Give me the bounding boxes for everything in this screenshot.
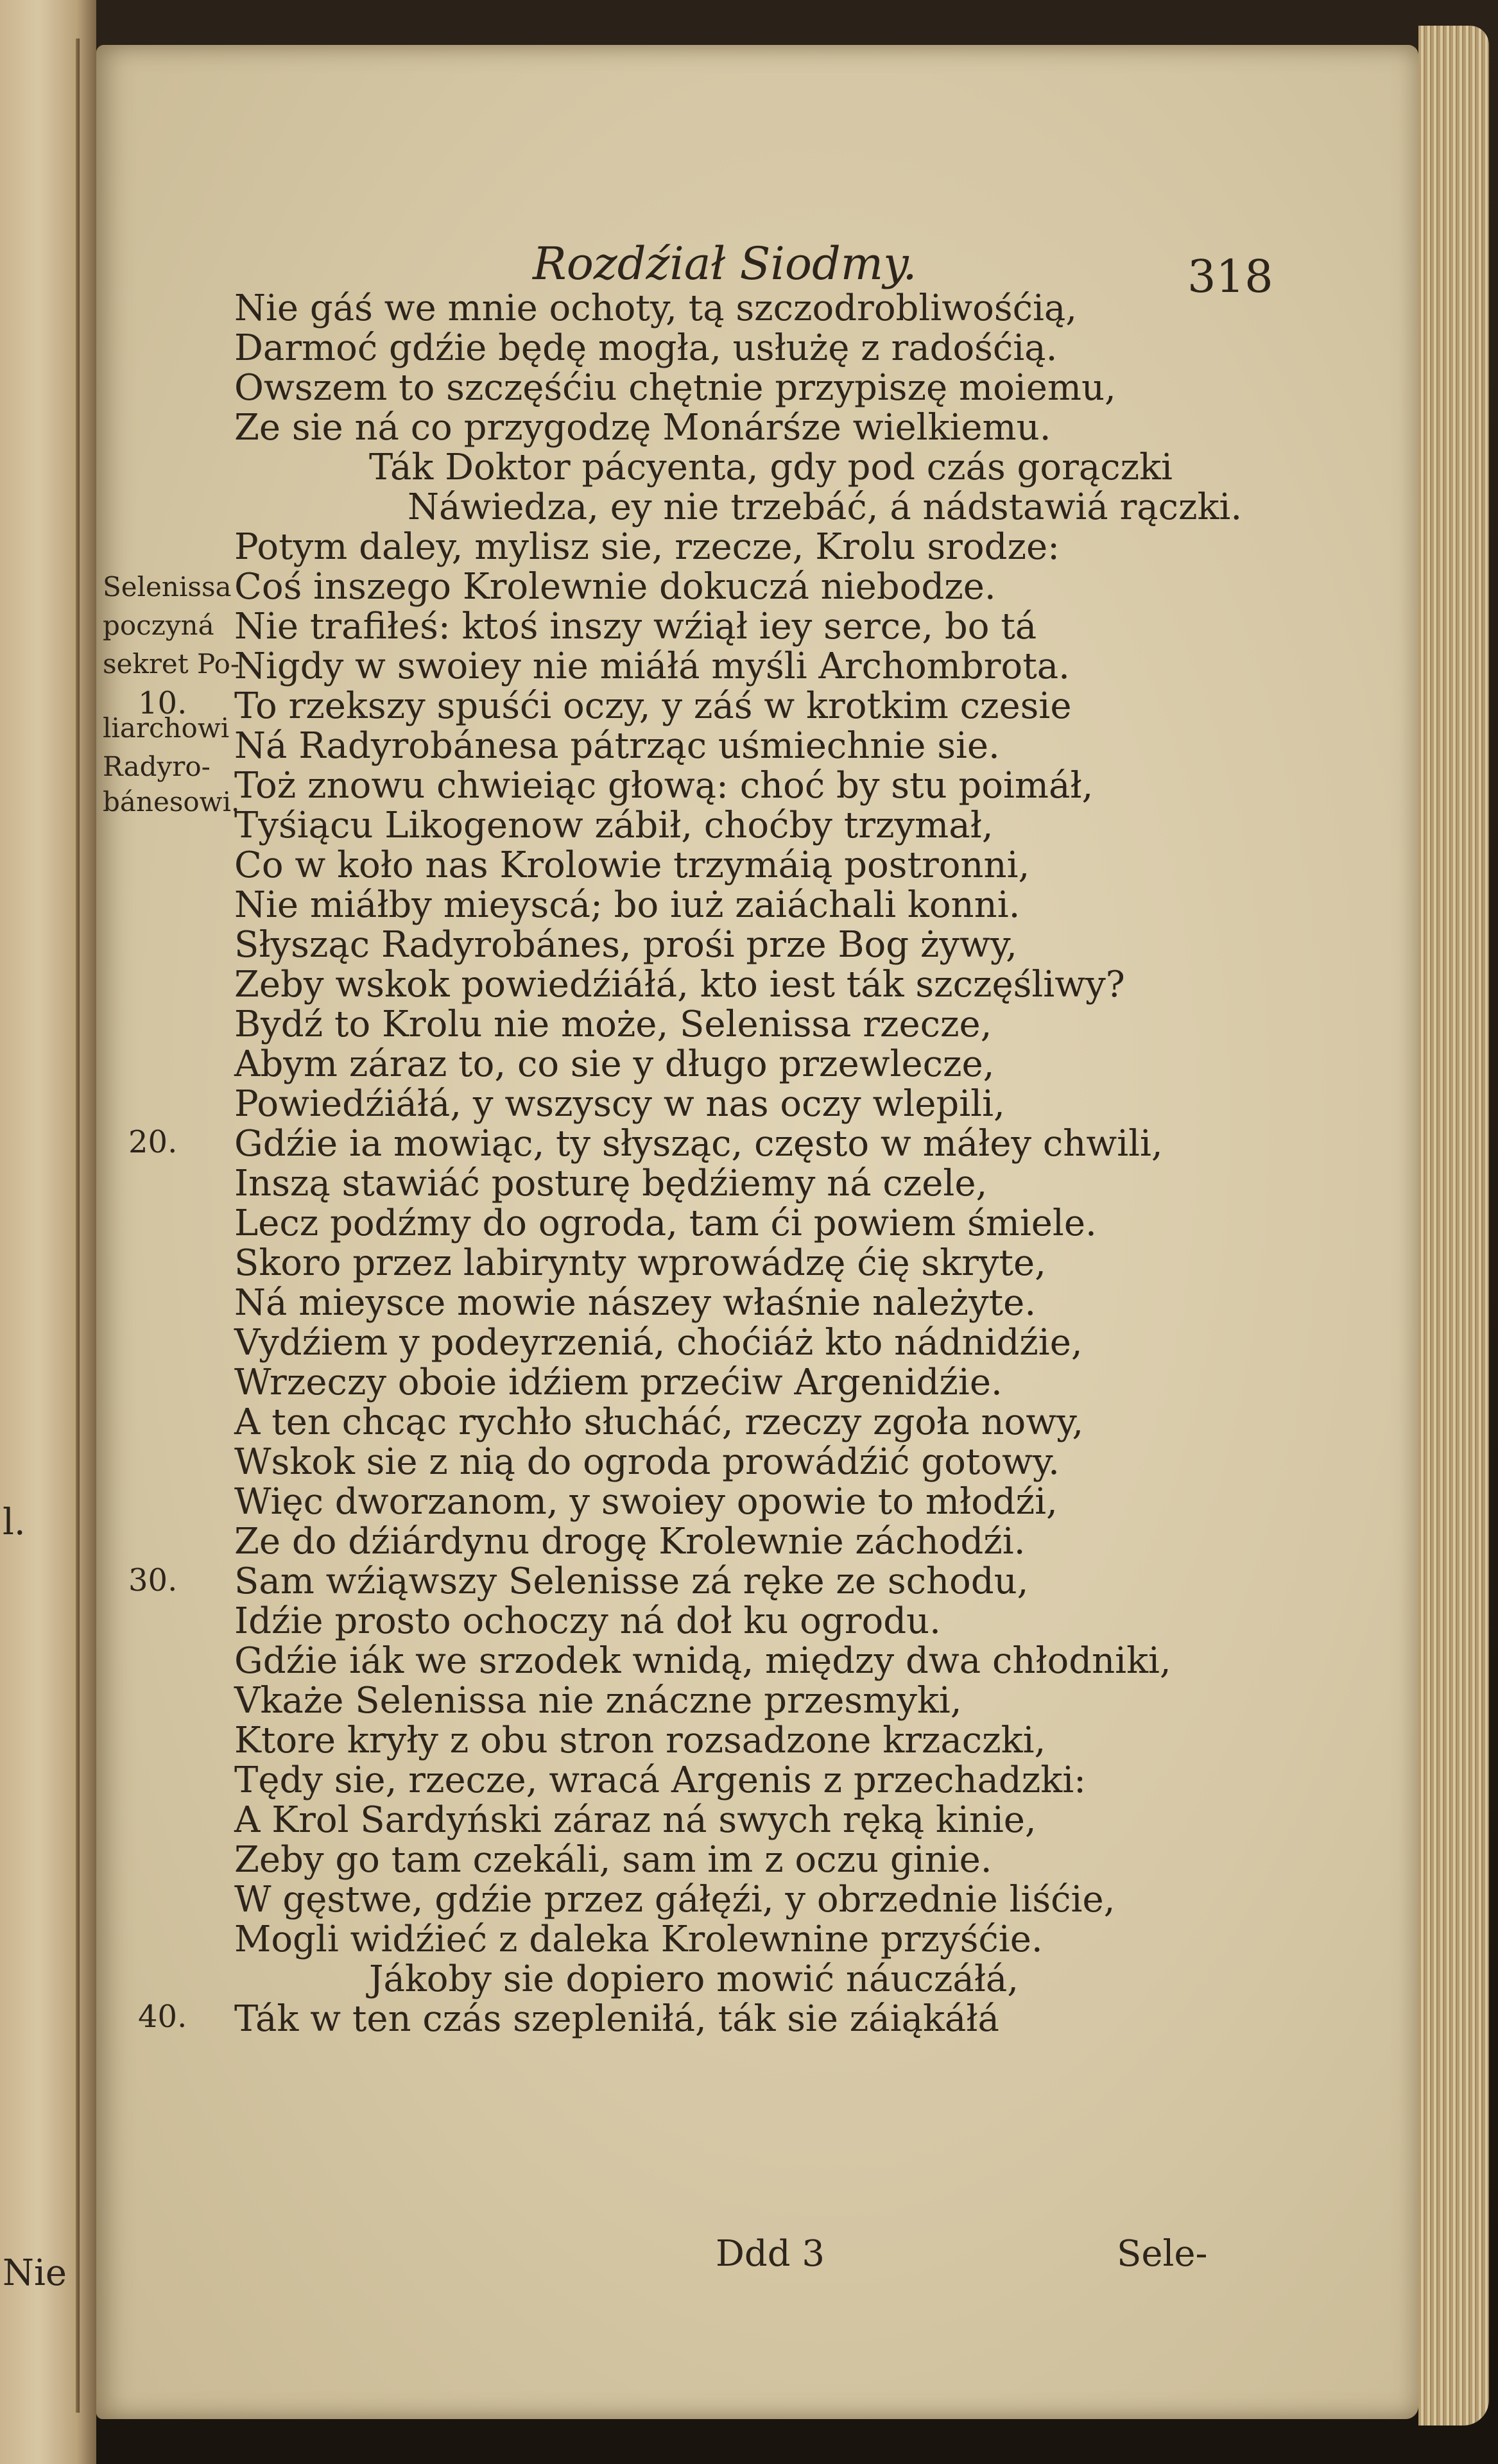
verse-line: Więc dworzanom, y swoiey opowie to młodźi,	[234, 1481, 1058, 1523]
verse-line: Nigdy w swoiey nie miáłá myśli Archombrota.	[234, 646, 1070, 687]
verse-line: Gdźie iák we srzodek wnidą, między dwa chłodniki,	[234, 1640, 1171, 1682]
side-note: sekret Po-	[103, 648, 240, 680]
verse-line: Wskok sie z nią do ogroda prowádźić gotowy.	[234, 1441, 1060, 1483]
verse-line: Skoro przez labirynty wprowádzę ćię skryte,	[234, 1242, 1046, 1284]
verse-line: Tyśiącu Likogenow zábił, choćby trzymał,	[234, 805, 994, 846]
verse-line: Nie gáś we mnie ochoty, tą szczodrobliwośćią,	[234, 287, 1078, 329]
line-number: 30.	[128, 1562, 178, 1598]
verse-line: Potym daley, mylisz sie, rzecze, Krolu srodze:	[234, 526, 1060, 568]
line-number: 20.	[128, 1124, 178, 1160]
verse-line: Ná mieysce mowie nászey właśnie należyte.	[234, 1282, 1037, 1324]
line-number: 40.	[138, 1999, 187, 2035]
binding-gutter	[76, 38, 80, 2413]
verse-line: Darmoć gdźie będę mogła, usłużę z radośćią.	[234, 327, 1058, 369]
verse-line: Coś inszego Krolewnie dokuczá niebodze.	[234, 566, 996, 608]
running-title: Rozdźiał Siodmy.	[533, 237, 917, 290]
verse-line: A Krol Sardyński záraz ná swych ręką kinie,	[234, 1799, 1037, 1841]
verse-line: Wrzeczy oboie idźiem przećiw Argenidźie.	[234, 1362, 1003, 1403]
side-note: Selenissa	[103, 571, 232, 603]
side-note: bánesowi.	[103, 786, 240, 817]
left-page-fragment: Nie	[3, 2252, 67, 2294]
verse-line: Inszą stawiáć posturę będźiemy ná czele,	[234, 1163, 988, 1204]
verse-line: Jákoby sie dopiero mowić náuczáłá,	[369, 1958, 1019, 2000]
side-note: Radyro-	[103, 751, 211, 782]
signature-mark: Ddd 3	[716, 2233, 825, 2275]
verse-line: Ktore kryły z obu stron rozsadzone krzaczki,	[234, 1720, 1046, 1761]
verse-line: Abym záraz to, co sie y długo przewlecze,	[234, 1043, 995, 1085]
verse-line: Vkaże Selenissa nie znáczne przesmyki,	[234, 1680, 962, 1722]
verse-line: Zeby wskok powiedźiáłá, kto iest ták szczęśliwy?	[234, 964, 1125, 1005]
verse-line: Owszem to szczęśćiu chętnie przypiszę moiemu,	[234, 367, 1116, 409]
verse-line: Idźie prosto ochoczy ná doł ku ogrodu.	[234, 1600, 941, 1642]
line-number: 10.	[138, 685, 187, 721]
verse-line: Ták Doktor pácyenta, gdy pod czás gorączki	[369, 447, 1173, 488]
verse-line: Vydźiem y podeyrzeniá, choćiáż kto nádnidźie,	[234, 1322, 1083, 1364]
left-page-fragment: l.	[3, 1502, 26, 1543]
verse-line: Mogli widźieć z daleka Krolewnine przyśćie.	[234, 1919, 1043, 1960]
verse-line: Ták w ten czás szepleniłá, ták sie záiąkáłá	[234, 1998, 999, 2040]
verse-line: Sam wźiąwszy Selenisse zá ręke ze schodu,	[234, 1561, 1029, 1602]
catchword: Sele-	[1117, 2233, 1208, 2275]
verse-line: Słysząc Radyrobánes, prośi prze Bog żywy,	[234, 924, 1017, 966]
verse-line: Nie trafiłeś: ktoś inszy wźiął iey serce, bo tá	[234, 606, 1037, 647]
verse-line: Nie miáłby mieyscá; bo iuż zaiáchali konni.	[234, 884, 1020, 926]
side-note: liarchowi	[103, 712, 230, 744]
verse-line: Gdźie ia mowiąc, ty słysząc, często w máłey chwili,	[234, 1123, 1163, 1165]
verse-line: Ze sie ná co przygodzę Monárśze wielkiemu.	[234, 407, 1051, 449]
page-number: 318	[1187, 250, 1273, 303]
verse-line: Toż znowu chwieiąc głową: choć by stu poimáł,	[234, 765, 1094, 807]
verse-line: Náwiedza, ey nie trzebáć, á nádstawiá rączki.	[408, 486, 1243, 528]
verse-line: A ten chcąc rychło słucháć, rzeczy zgoła nowy,	[234, 1401, 1084, 1443]
verse-block	[234, 289, 1415, 2039]
page-edges	[1418, 26, 1489, 2426]
verse-line: Zeby go tam czekáli, sam im z oczu ginie.	[234, 1839, 992, 1881]
verse-line: Lecz podźmy do ogroda, tam ći powiem śmiele.	[234, 1202, 1097, 1244]
verse-line: To rzekszy spuśći oczy, y záś w krotkim czesie	[234, 685, 1072, 727]
verse-line: Bydź to Krolu nie może, Selenissa rzecze,	[234, 1004, 992, 1045]
verse-line: Ná Radyrobánesa pátrząc uśmiechnie sie.	[234, 725, 1000, 767]
verse-line: Tędy sie, rzecze, wracá Argenis z przechadzki:	[234, 1759, 1086, 1801]
left-page-edge	[0, 0, 96, 2464]
side-note: poczyná	[103, 610, 214, 641]
verse-line: Powiedźiáłá, y wszyscy w nas oczy wlepili,	[234, 1083, 1005, 1125]
verse-line: Co w koło nas Krolowie trzymáią postronni,	[234, 844, 1030, 886]
verse-line: Ze do dźiárdynu drogę Krolewnie záchodźi.	[234, 1521, 1026, 1562]
verse-line: W gęstwe, gdźie przez gáłęźi, y obrzednie liśćie,	[234, 1879, 1115, 1921]
